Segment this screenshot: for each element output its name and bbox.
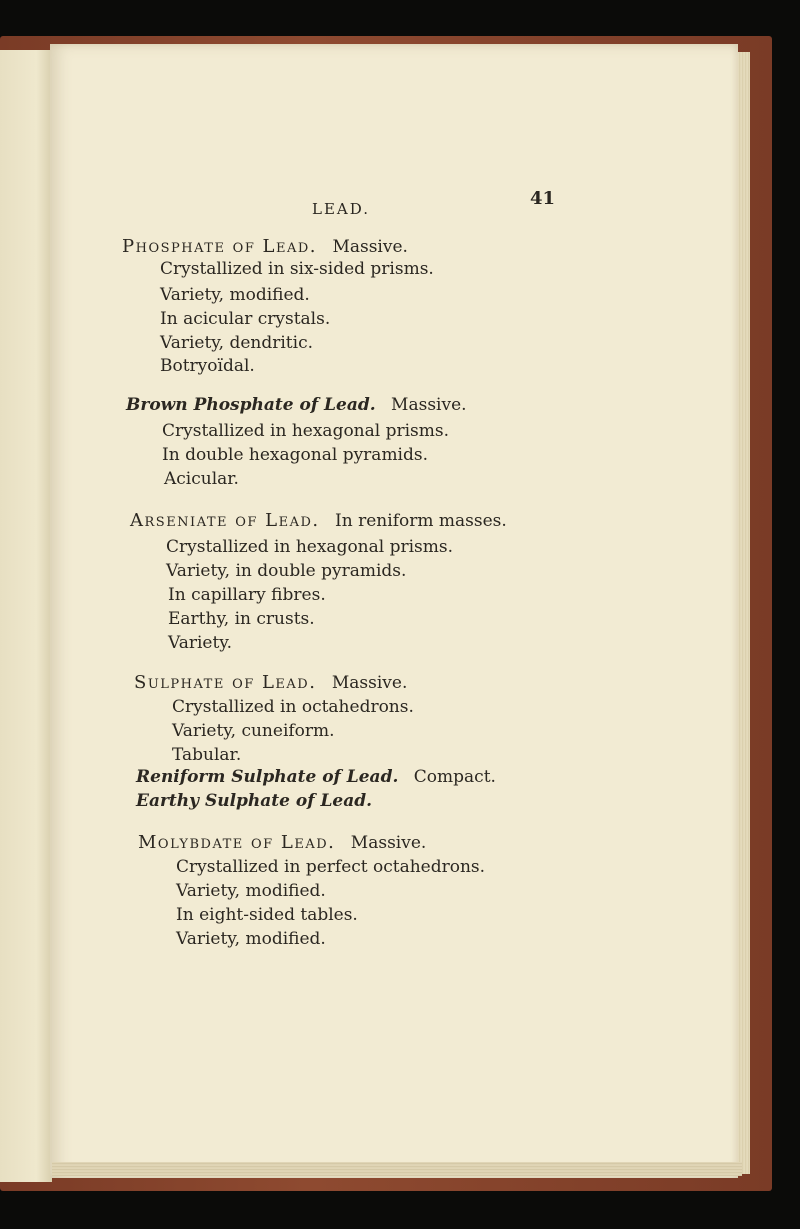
variety-line: Botryoïdal.	[160, 356, 255, 376]
mineral-name: Brown Phosphate of Lead.	[126, 395, 376, 415]
mineral-name: Sulphate of Lead.	[134, 672, 317, 693]
variety-line: In capillary fibres.	[168, 585, 326, 605]
variety-line: Variety, in double pyramids.	[166, 561, 407, 581]
page-number: 41	[530, 188, 556, 209]
entry-heading	[122, 236, 408, 258]
variety-line: Crystallized in hexagonal prisms.	[162, 421, 450, 441]
variety-line: Variety.	[168, 633, 233, 653]
mineral-description: Compact.	[413, 767, 496, 787]
mineral-description: In reniform masses.	[335, 511, 507, 531]
entry-heading	[130, 510, 507, 532]
mineral-description: Massive.	[350, 833, 427, 853]
running-head: LEAD.	[312, 200, 371, 218]
book-page	[50, 44, 738, 1178]
variety-line: Variety, modified.	[176, 881, 326, 901]
variety-line: Variety, modified.	[160, 285, 310, 305]
mineral-name: Arseniate of Lead.	[130, 510, 320, 531]
variety-line: Acicular.	[164, 469, 239, 489]
entry-heading	[136, 766, 496, 788]
mineral-description: Massive.	[331, 673, 408, 693]
mineral-name: Phosphate of Lead.	[122, 236, 318, 257]
variety-line: Earthy, in crusts.	[168, 609, 315, 629]
mineral-description: Massive.	[391, 395, 467, 415]
left-page-edge	[0, 50, 52, 1182]
variety-line: In double hexagonal pyramids.	[162, 445, 429, 465]
variety-line: Crystallized in octahedrons.	[172, 697, 414, 717]
variety-line: Crystallized in perfect octahedrons.	[176, 857, 486, 877]
mineral-description: Massive.	[332, 237, 408, 257]
variety-line: Crystallized in six-sided prisms.	[160, 259, 434, 279]
entry-heading	[136, 790, 372, 812]
variety-line: Crystallized in hexagonal prisms.	[166, 537, 454, 557]
page-bottom-edge	[52, 1162, 742, 1176]
variety-line: In eight-sided tables.	[176, 905, 358, 925]
variety-line: In acicular crystals.	[160, 309, 331, 329]
variety-line: Variety, modified.	[176, 929, 326, 949]
mineral-name: Earthy Sulphate of Lead.	[136, 791, 373, 811]
entry-heading	[138, 832, 426, 854]
variety-line: Variety, dendritic.	[160, 333, 313, 353]
entry-heading	[134, 672, 407, 694]
mineral-name: Molybdate of Lead.	[138, 832, 336, 853]
variety-line: Tabular.	[172, 745, 242, 765]
mineral-name: Reniform Sulphate of Lead.	[136, 767, 399, 787]
entry-heading	[126, 394, 467, 416]
variety-line: Variety, cuneiform.	[172, 721, 335, 741]
